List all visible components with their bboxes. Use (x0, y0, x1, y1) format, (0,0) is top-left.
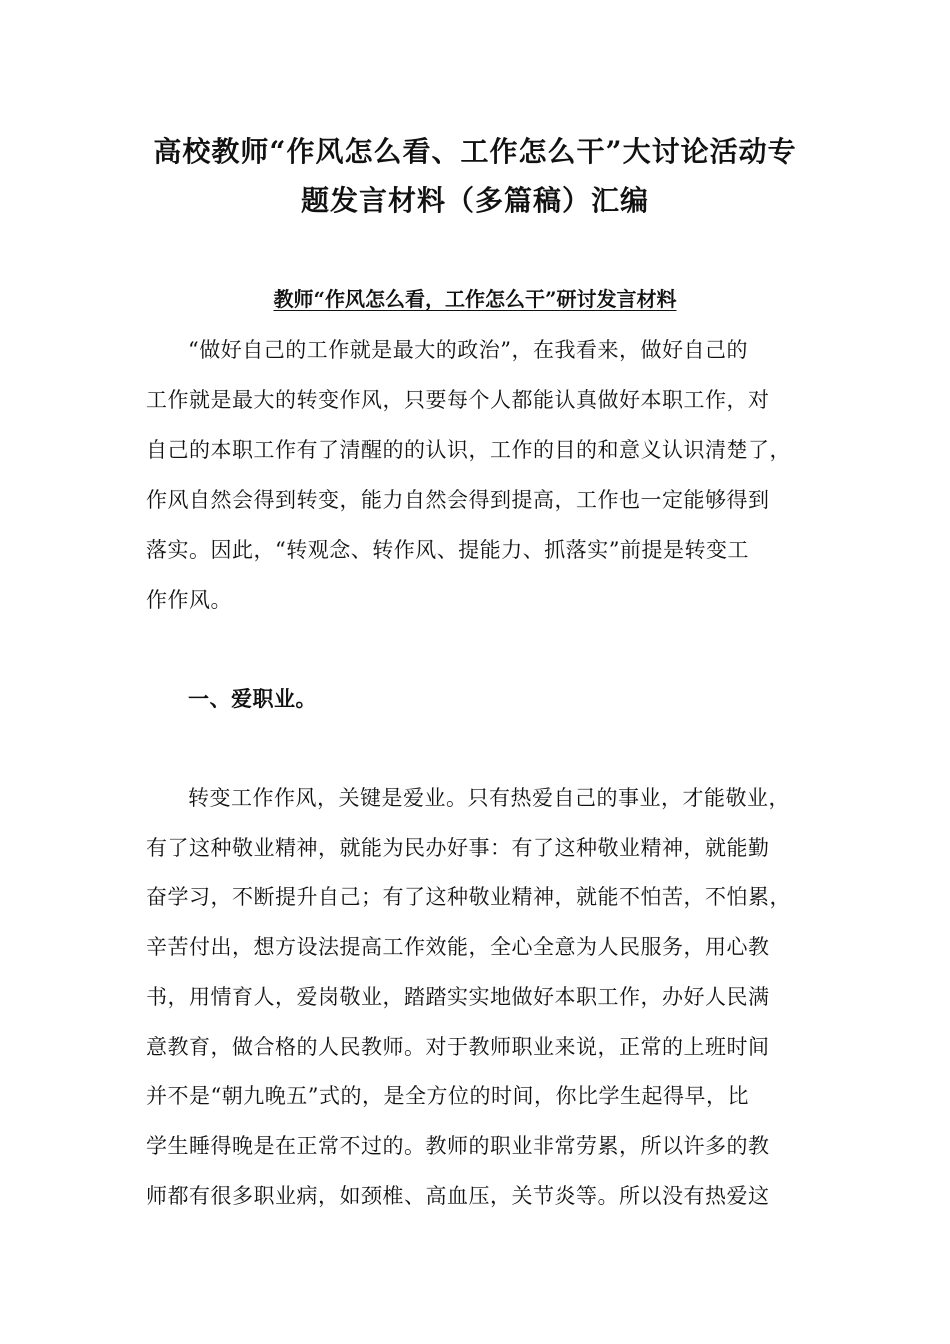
body-line-4: 辛苦付出，想方设法提高工作效能，全心全意为人民服务，用心教 (146, 935, 770, 959)
intro-line-2: 工作就是最大的转变作风，只要每个人都能认真做好本职工作，对 (146, 388, 770, 412)
document-title-line-2: 题发言材料（多篇稿）汇编 (300, 184, 649, 217)
body-line-3: 奋学习，不断提升自己；有了这种敬业精神，就能不怕苦，不怕累， (146, 885, 791, 909)
body-line-6: 意教育，做合格的人民教师。对于教师职业来说，正常的上班时间 (146, 1035, 770, 1059)
intro-line-6: 作作风。 (146, 588, 232, 612)
section-heading: 一、爱职业。 (188, 686, 317, 711)
intro-line-3: 自己的本职工作有了清醒的的认识，工作的目的和意义认识清楚了， (146, 438, 791, 462)
intro-line-5: 落实。因此，“转观念、转作风、提能力、抓落实”前提是转变工 (146, 538, 749, 562)
intro-line-4: 作风自然会得到转变，能力自然会得到提高，工作也一定能够得到 (146, 488, 770, 512)
body-line-5: 书，用情育人，爱岗敬业，踏踏实实地做好本职工作，办好人民满 (146, 985, 770, 1009)
body-line-8: 学生睡得晚是在正常不过的。教师的职业非常劳累，所以许多的教 (146, 1134, 770, 1158)
body-line-9: 师都有很多职业病，如颈椎、高血压，关节炎等。所以没有热爱这 (146, 1184, 770, 1208)
intro-line-1: “做好自己的工作就是最大的政治”，在我看来，做好自己的 (188, 338, 748, 362)
body-line-1: 转变工作作风，关键是爱业。只有热爱自己的事业，才能敬业， (188, 786, 790, 810)
section-subtitle (100, 289, 850, 309)
document-title-line-1: 高校教师“作风怎么看、工作怎么干”大讨论活动专 (153, 135, 797, 168)
section-subtitle-text: 教师“作风怎么看，工作怎么干”研讨发言材料 (273, 287, 677, 311)
body-line-7: 并不是“朝九晚五”式的，是全方位的时间，你比学生起得早，比 (146, 1084, 749, 1108)
body-line-2: 有了这种敬业精神，就能为民办好事：有了这种敬业精神，就能勤 (146, 836, 770, 860)
